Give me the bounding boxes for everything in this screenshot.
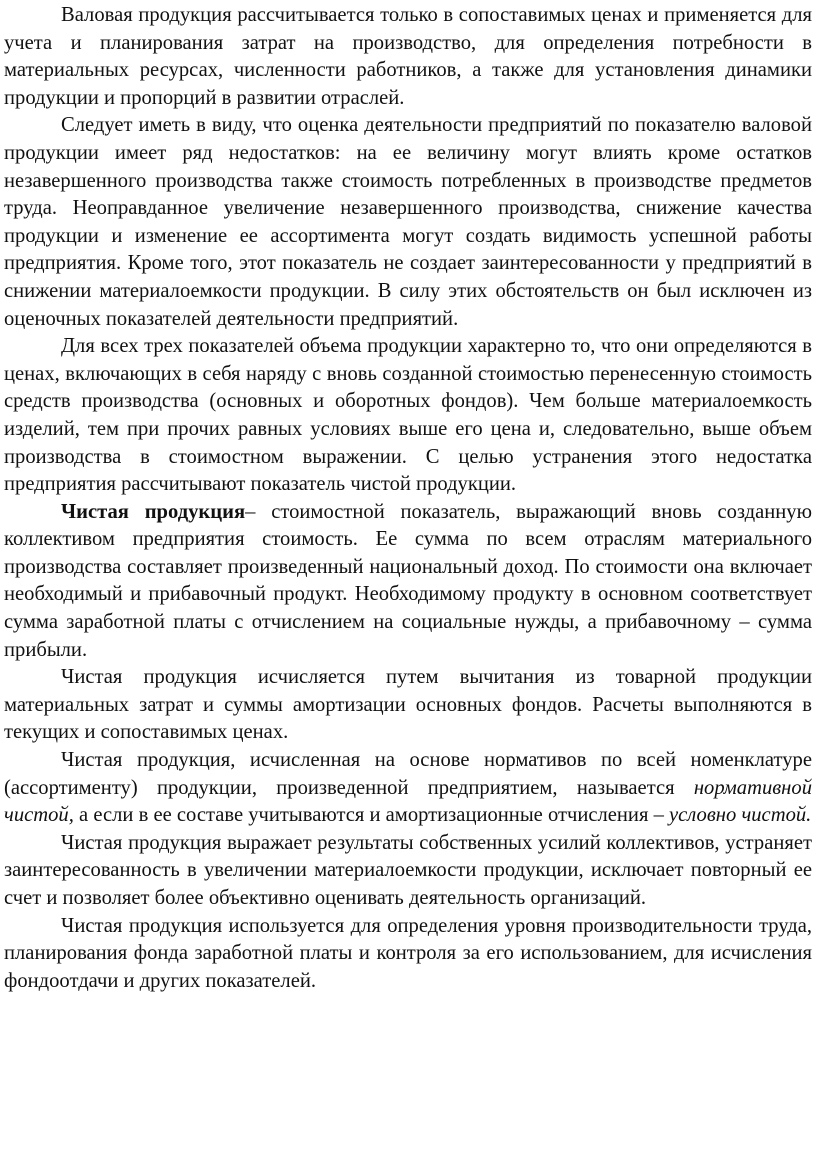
paragraph-3-text: Для всех трех показателей объема продукции характерно то, что они определяются в ценах, включающих в себя наряду с вновь созданной стоимостью перенесенную стоимость средств производства (основных и оборотных фондов). Чем больше материалоемкость изделий, тем при прочих равных условиях выше его цена и, следовательно, выше объем производства в стоимостном выражении. С целью устранения этого недостатка предприятия рассчитывают показатель чистой продукции. (4, 335, 812, 496)
paragraph-1 (4, 2, 812, 112)
paragraph-6 (4, 747, 812, 830)
paragraph-8-text: Чистая продукция используется для определения уровня производительности труда, планирования фонда заработной платы и контроля за его использованием, для исчисления фондоотдачи и других показателей. (4, 914, 812, 992)
paragraph-6-text-middle: а если в ее составе учитываются и амортизационные отчисления – (79, 804, 664, 827)
paragraph-5-text: Чистая продукция исчисляется путем вычитания из товарной продукции материальных затрат и суммы амортизации основных фондов. Расчеты выполняются в текущих и сопоставимых ценах. (4, 666, 812, 744)
paragraph-4-text: – стоимостной показатель, выражающий вновь созданную коллективом предприятия стоимость. Ее сумма по всем отраслям материального производства составляет произведенный национальный доход. По стоимости она включает необходимый и прибавочный продукт. Необходимому продукту в основном соответствует сумма заработной платы с отчислением на социальные нужды, а прибавочному – сумма прибыли. (4, 500, 812, 661)
term-conditionally-net: условно чистой. (669, 804, 812, 827)
paragraph-1-text: Валовая продукция рассчитывается только в сопоставимых ценах и применяется для учета и планирования затрат на производство, для определения потребности в материальных ресурсах, численности работников, а также для установления динамики продукции и пропорций в развитии отраслей. (4, 4, 812, 109)
paragraph-7-text: Чистая продукция выражает результаты собственных усилий коллективов, устраняет заинтересованность в увеличении материалоемкости продукции, исключает повторный ее счет и позволяет более объективно оценивать деятельность организаций. (4, 831, 812, 909)
paragraph-5 (4, 664, 812, 747)
paragraph-6-text-before: Чистая продукция, исчисленная на основе нормативов по всей номенклатуре (ассортименту) продукции, произведенной предприятием, называется (4, 749, 812, 799)
paragraph-3 (4, 333, 812, 499)
term-net-production: Чистая продукция (61, 500, 246, 523)
paragraph-4 (4, 499, 812, 665)
term-normative-net: нормативной чистой, (4, 776, 812, 827)
paragraph-7 (4, 830, 812, 913)
paragraph-8 (4, 913, 812, 996)
paragraph-2 (4, 112, 812, 333)
paragraph-2-text: Следует иметь в виду, что оценка деятельности предприятий по показателю валовой продукции имеет ряд недостатков: на ее величину могут влиять кроме остатков незавершенного производства также стоимость потребленных в производстве предметов труда. Неоправданное увеличение незавершенного производства, снижение качества продукции и изменение ее ассортимента могут создать видимость успешной работы предприятия. Кроме того, этот показатель не создает заинтересованности у предприятий в снижении материалоемкости продукции. В силу этих обстоятельств он был исключен из оценочных показателей деятельности предприятий. (4, 114, 812, 330)
